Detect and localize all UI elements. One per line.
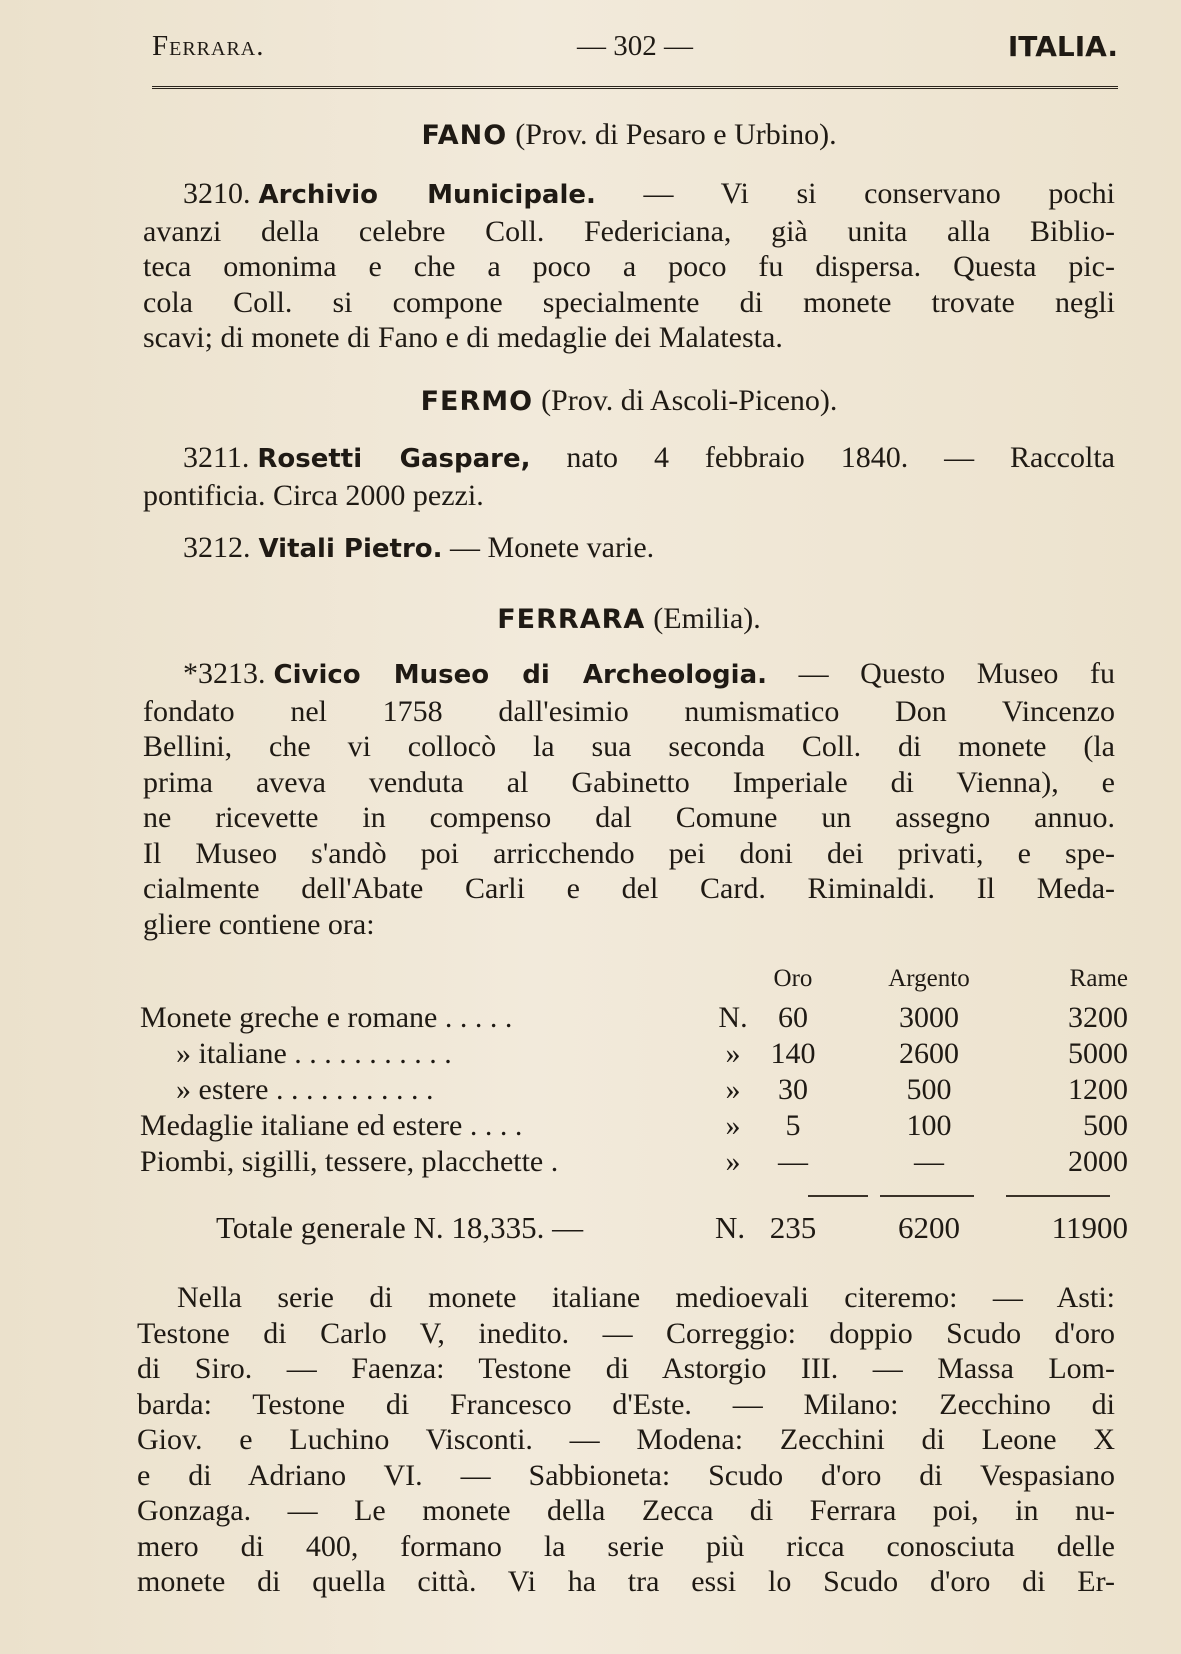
cell-rame: 2000: [1068, 1145, 1128, 1178]
col-header-rame: Rame: [1069, 965, 1128, 992]
entry-number: 3210.: [183, 177, 251, 210]
cell-oro: 140: [770, 1037, 816, 1070]
paragraph-monete-medioevali: [137, 1280, 1115, 1600]
entry-line: [143, 656, 1115, 694]
entry-3211: [143, 440, 1115, 513]
cell-argento: 100: [906, 1109, 952, 1142]
entry-3210: [143, 176, 1115, 356]
entry-line: [143, 530, 1115, 568]
header-rule: [152, 86, 1118, 89]
text-line: di Siro. — Faenza: Testone di Astorgio III. — Massa Lom-: [137, 1352, 1115, 1385]
text-line: barda: Testone di Francesco d'Este. — Milano: Zecchino di: [137, 1387, 1115, 1421]
total-label: Totale generale N. 18,335. —: [216, 1210, 584, 1245]
sum-rule: [1006, 1195, 1110, 1197]
medagliere-table: [140, 965, 1128, 1181]
entry-name: Rosetti Gaspare,: [257, 444, 531, 474]
entry-line: [143, 176, 1115, 214]
row-n: »: [725, 1145, 741, 1178]
row-n: N.: [718, 1001, 748, 1034]
page-number: — 302 —: [577, 30, 693, 62]
row-n: »: [725, 1109, 741, 1142]
cell-argento: —: [914, 1145, 944, 1178]
table-row: [140, 1001, 1128, 1037]
col-header-oro: Oro: [773, 965, 813, 992]
entry-line: cialmente dell'Abate Carli e del Card. Riminaldi. Il Meda-: [143, 872, 1115, 905]
text-line: Nella serie di monete italiane medioevali citeremo: — Asti:: [177, 1281, 1115, 1314]
section-subtitle: (Emilia).: [653, 602, 761, 635]
entry-3213: [143, 656, 1115, 942]
cell-argento: 2600: [899, 1037, 959, 1070]
section-subtitle: (Prov. di Pesaro e Urbino).: [515, 118, 837, 151]
section-subtitle: (Prov. di Ascoli-Piceno).: [541, 384, 838, 417]
section-title-ferrara: [140, 602, 1118, 636]
entry-line: Bellini, che vi collocò la sua seconda Coll. di monete (la: [143, 730, 1115, 763]
entry-text: — Vi si conservano pochi: [595, 177, 1115, 210]
cell-oro: 5: [785, 1109, 801, 1142]
cell-rame: 1200: [1068, 1073, 1128, 1106]
table-header-row: [140, 965, 1128, 1001]
text-line: monete di quella città. Vi ha tra essi lo Scudo d'oro di Er-: [137, 1565, 1115, 1598]
total-n: N.: [715, 1210, 746, 1245]
text-line: Testone di Carlo V, inedito. — Correggio: doppio Scudo d'oro: [137, 1316, 1115, 1350]
entry-name: Civico Museo di Archeologia.: [273, 660, 767, 690]
entry-line: gliere contiene ora:: [143, 907, 375, 941]
entry-line: fondato nel 1758 dall'esimio numismatico Don Vincenzo: [143, 694, 1115, 728]
row-label: » estere . . . . . . . . . . .: [176, 1073, 434, 1106]
table-total-row: [140, 1210, 1128, 1246]
row-label: » italiane . . . . . . . . . . .: [176, 1037, 452, 1070]
total-oro: 235: [769, 1210, 817, 1245]
row-label: Piombi, sigilli, tessere, placchette .: [140, 1145, 559, 1178]
row-n: »: [725, 1073, 741, 1106]
entry-name: Vitali Pietro.: [258, 534, 443, 564]
entry-line: [143, 440, 1115, 478]
total-argento: 6200: [898, 1210, 960, 1245]
entry-line: teca omonima e che a poco a poco fu dispersa. Questa pic-: [143, 250, 1115, 283]
entry-line: Il Museo s'andò poi arricchendo pei doni dei privati, e spe-: [143, 836, 1115, 870]
entry-line: avanzi della celebre Coll. Federiciana, già unita alla Biblio-: [143, 214, 1115, 248]
text-line: Giov. e Luchino Visconti. — Modena: Zecchini di Leone X: [137, 1423, 1115, 1456]
entry-number: 3211.: [183, 441, 250, 474]
entry-text: nato 4 febbraio 1840. — Raccolta: [530, 441, 1115, 474]
entry-line: pontificia. Circa 2000 pezzi.: [143, 478, 484, 512]
entry-line: cola Coll. si compone specialmente di monete trovate negli: [143, 285, 1115, 319]
text-line: Gonzaga. — Le monete della Zecca di Ferrara poi, in nu-: [137, 1494, 1115, 1527]
entry-number: *3213.: [183, 657, 266, 690]
cell-rame: 500: [1083, 1109, 1128, 1142]
entry-number: 3212.: [183, 531, 251, 564]
running-header: [152, 30, 1118, 70]
section-name: FERMO: [420, 386, 534, 417]
header-left: Ferrara.: [152, 30, 265, 62]
entry-3212: [143, 530, 1115, 568]
table-row: [140, 1073, 1128, 1109]
cell-argento: 3000: [899, 1001, 959, 1034]
entry-line: ne ricevette in compenso dal Comune un assegno annuo.: [143, 801, 1115, 834]
table-row: [140, 1145, 1128, 1181]
row-n: »: [725, 1037, 741, 1070]
header-right: ITALIA.: [1007, 30, 1118, 63]
text-line: mero di 400, formano la serie più ricca conosciuta delle: [137, 1529, 1115, 1563]
total-rame: 11900: [1051, 1210, 1128, 1245]
row-label: Medaglie italiane ed estere . . . .: [140, 1109, 523, 1142]
text-line: e di Adriano VI. — Sabbioneta: Scudo d'oro di Vespasiano: [137, 1458, 1115, 1492]
section-name: FERRARA: [497, 604, 646, 635]
entry-name: Archivio Municipale.: [258, 180, 596, 210]
sum-rule: [808, 1195, 868, 1197]
cell-rame: 5000: [1068, 1037, 1128, 1070]
total-row-wrap: [140, 1210, 1128, 1246]
entry-line: prima aveva venduta al Gabinetto Imperiale di Vienna), e: [143, 765, 1115, 799]
entry-text: — Monete varie.: [442, 531, 655, 564]
section-title-fano: [140, 118, 1118, 152]
cell-oro: 60: [778, 1001, 808, 1034]
col-header-argento: Argento: [888, 965, 970, 992]
cell-oro: 30: [778, 1073, 808, 1106]
entry-line: scavi; di monete di Fano e di medaglie dei Malatesta.: [143, 321, 783, 354]
cell-argento: 500: [906, 1073, 952, 1106]
cell-rame: 3200: [1068, 1001, 1128, 1034]
cell-oro: —: [778, 1145, 808, 1178]
section-name: FANO: [421, 120, 508, 151]
sum-rule: [880, 1195, 974, 1197]
entry-text: — Questo Museo fu: [767, 657, 1115, 690]
section-title-fermo: [140, 384, 1118, 418]
row-label: Monete greche e romane . . . . .: [140, 1001, 513, 1034]
table-row: [140, 1037, 1128, 1073]
table-row: [140, 1109, 1128, 1145]
